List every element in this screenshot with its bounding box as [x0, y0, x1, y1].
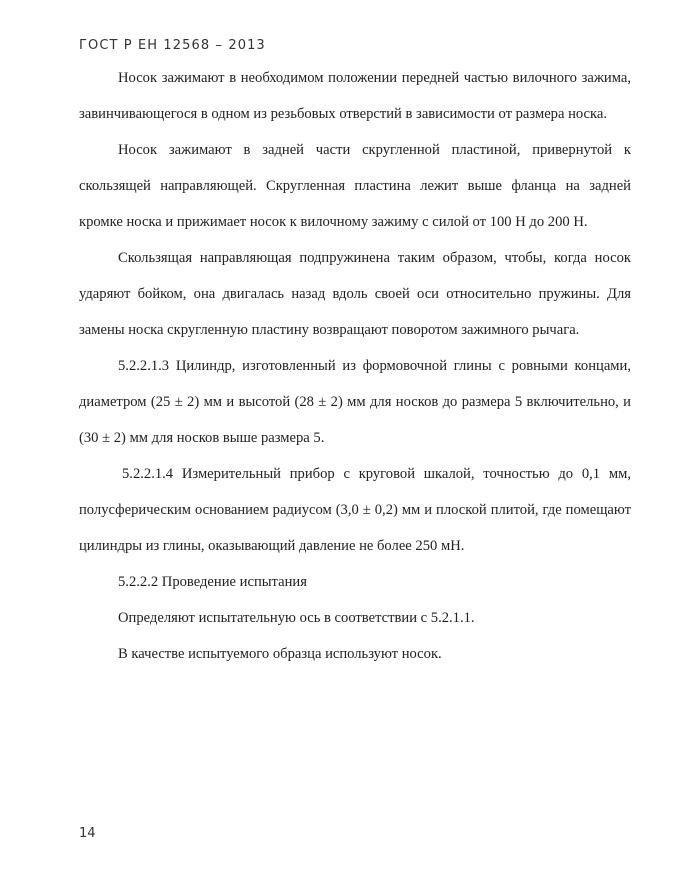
paragraph-cylinder: 5.2.2.1.3 Цилиндр, изготовленный из формовочной глины с ровными концами, диаметром (25 ± 2) мм и высотой (28 ± 2) мм для носков до размера 5 включительно, и (30 ± 2) мм для носков выше размера 5. [79, 358, 631, 446]
paragraph-dial-gauge: 5.2.2.1.4 Измерительный прибор с круговой шкалой, точностью до 0,1 мм, полусферическим основанием радиусом (3,0 ± 0,2) мм и плоской плитой, где помещают цилиндры из глины, оказывающий давление не более 250 мН. [79, 466, 631, 554]
page-number: 14 [79, 826, 96, 841]
paragraph-test-specimen: В качестве испытуемого образца используют носок. [118, 646, 442, 662]
body-text [79, 60, 631, 672]
paragraph-test-axis: Определяют испытательную ось в соответствии с 5.2.1.1. [118, 610, 475, 626]
paragraph-sliding-guide: Скользящая направляющая подпружинена таким образом, чтобы, когда носок ударяют бойком, она двигалась назад вдоль своей оси относительно пружины. Для замены носка скругленную пластину возвращают поворотом зажимного рычага. [79, 250, 631, 338]
section-heading-test-procedure: 5.2.2.2 Проведение испытания [118, 574, 307, 590]
paragraph-clamp-back: Носок зажимают в задней части скругленной пластиной, привернутой к скользящей направляющей. Скругленная пластина лежит выше фланца на задней кромке носка и прижимает носок к вилочному зажиму с силой от 100 Н до 200 Н. [79, 142, 631, 230]
paragraph-clamp-front: Носок зажимают в необходимом положении передней частью вилочного зажима, завинчивающегося в одном из резьбовых отверстий в зависимости от размера носка. [79, 70, 631, 122]
page-header: ГОСТ Р ЕН 12568 – 2013 [79, 38, 266, 53]
